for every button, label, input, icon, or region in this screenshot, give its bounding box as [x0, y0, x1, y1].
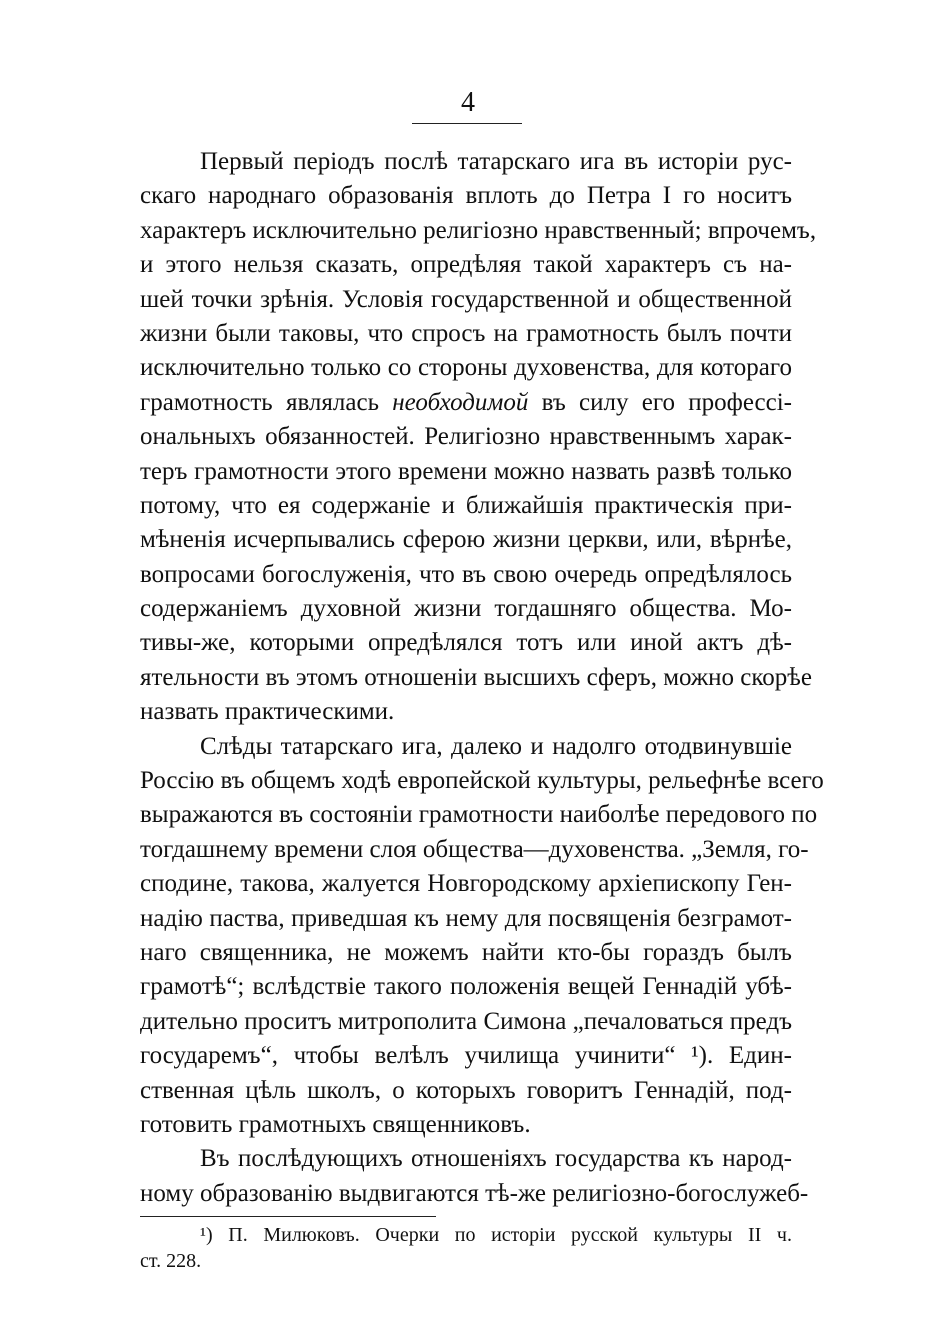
page-number-rule: [412, 123, 522, 124]
text-line: Слѣды татарскаго ига, далеко и надолго отодвинувшіе: [200, 732, 792, 760]
text-line: Россію въ общемъ ходѣ европейской культуры, рельефнѣе всего: [140, 767, 824, 795]
text-line: государемъ“, чтобы велѣлъ училища учинити“ ¹). Един-: [140, 1042, 792, 1070]
text-line: тивы-же, которыми опредѣлялся тотъ или иной актъ дѣ-: [140, 629, 792, 657]
text-line: и этого нельзя сказать, опредѣляя такой характеръ съ на-: [140, 251, 792, 279]
text-line: ональныхъ обязанностей. Религіозно нравственнымъ харак-: [140, 423, 792, 451]
text-line: характеръ исключительно религіозно нравственный; впрочемъ,: [140, 216, 817, 244]
text-line: ному образованію выдвигаются тѣ-же религіозно-богослужеб-: [140, 1179, 809, 1207]
text-line: сподине, такова, жалуется Новгородскому архіепископу Ген-: [140, 870, 792, 898]
text-line: готовить грамотныхъ священниковъ.: [140, 1110, 531, 1138]
footnote: [140, 1222, 792, 1274]
text-line: выражаются въ состояніи грамотности наиболѣе передового по: [140, 801, 818, 829]
body-text: [140, 145, 824, 1211]
text-line: скаго народнаго образованія вплоть до Петра I го носитъ: [140, 182, 792, 210]
text-line: Первый періодъ послѣ татарскаго ига въ исторіи рус-: [200, 148, 792, 175]
text-line: шей точки зрѣнія. Условія государственной и общественной: [140, 285, 792, 313]
text-line: наго священника, не можемъ найти кто-бы гораздъ былъ: [140, 938, 792, 966]
text-line: жизни были таковы, что спросъ на грамотность былъ почти: [140, 319, 792, 347]
text-line: потому, что ея содержаніе и ближайшія практическія при-: [140, 491, 792, 519]
text-segment: въ силу его профессі-: [528, 388, 792, 416]
footnote-line: ¹) П. Милюковъ. Очерки по исторіи русской культуры II ч.: [200, 1224, 792, 1246]
text-line: назвать практическими.: [140, 698, 395, 726]
text-line: грамотѣ“; вслѣдствіе такого положенія вещей Геннадій убѣ-: [140, 973, 792, 1001]
text-line: ятельности въ этомъ отношеніи высшихъ сферъ, можно скорѣе: [140, 663, 812, 691]
page-number: 4: [461, 87, 475, 118]
text-segment: грамотность являлась: [140, 388, 393, 416]
text-line: вопросами богослуженія, что въ свою очередь опредѣлялось: [140, 560, 792, 588]
text-line: мѣненія исчерпывались сферою жизни церкви, или, вѣрнѣе,: [140, 526, 792, 554]
text-line: теръ грамотности этого времени можно назвать развѣ только: [140, 457, 792, 485]
text-line-with-emphasis: [140, 386, 792, 420]
text-line: исключительно только со стороны духовенства, для котораго: [140, 354, 792, 382]
text-line: дительно проситъ митрополита Симона „печаловаться предъ: [140, 1007, 792, 1035]
text-line: тогдашнему времени слоя общества—духовенства. „Земля, го-: [140, 835, 809, 863]
text-line: ственная цѣль школъ, о которыхъ говоритъ Геннадій, под-: [140, 1076, 792, 1104]
footnote-line: ст. 228.: [140, 1250, 202, 1272]
text-line: надію паства, приведшая къ нему для посвященія безграмот-: [140, 904, 792, 932]
footnote-rule: [140, 1216, 436, 1217]
text-line: Въ послѣдующихъ отношеніяхъ государства къ народ-: [200, 1145, 792, 1173]
emphasized-word: необходимой: [392, 388, 529, 416]
text-line: содержаніемъ духовной жизни тогдашняго общества. Мо-: [140, 595, 792, 623]
